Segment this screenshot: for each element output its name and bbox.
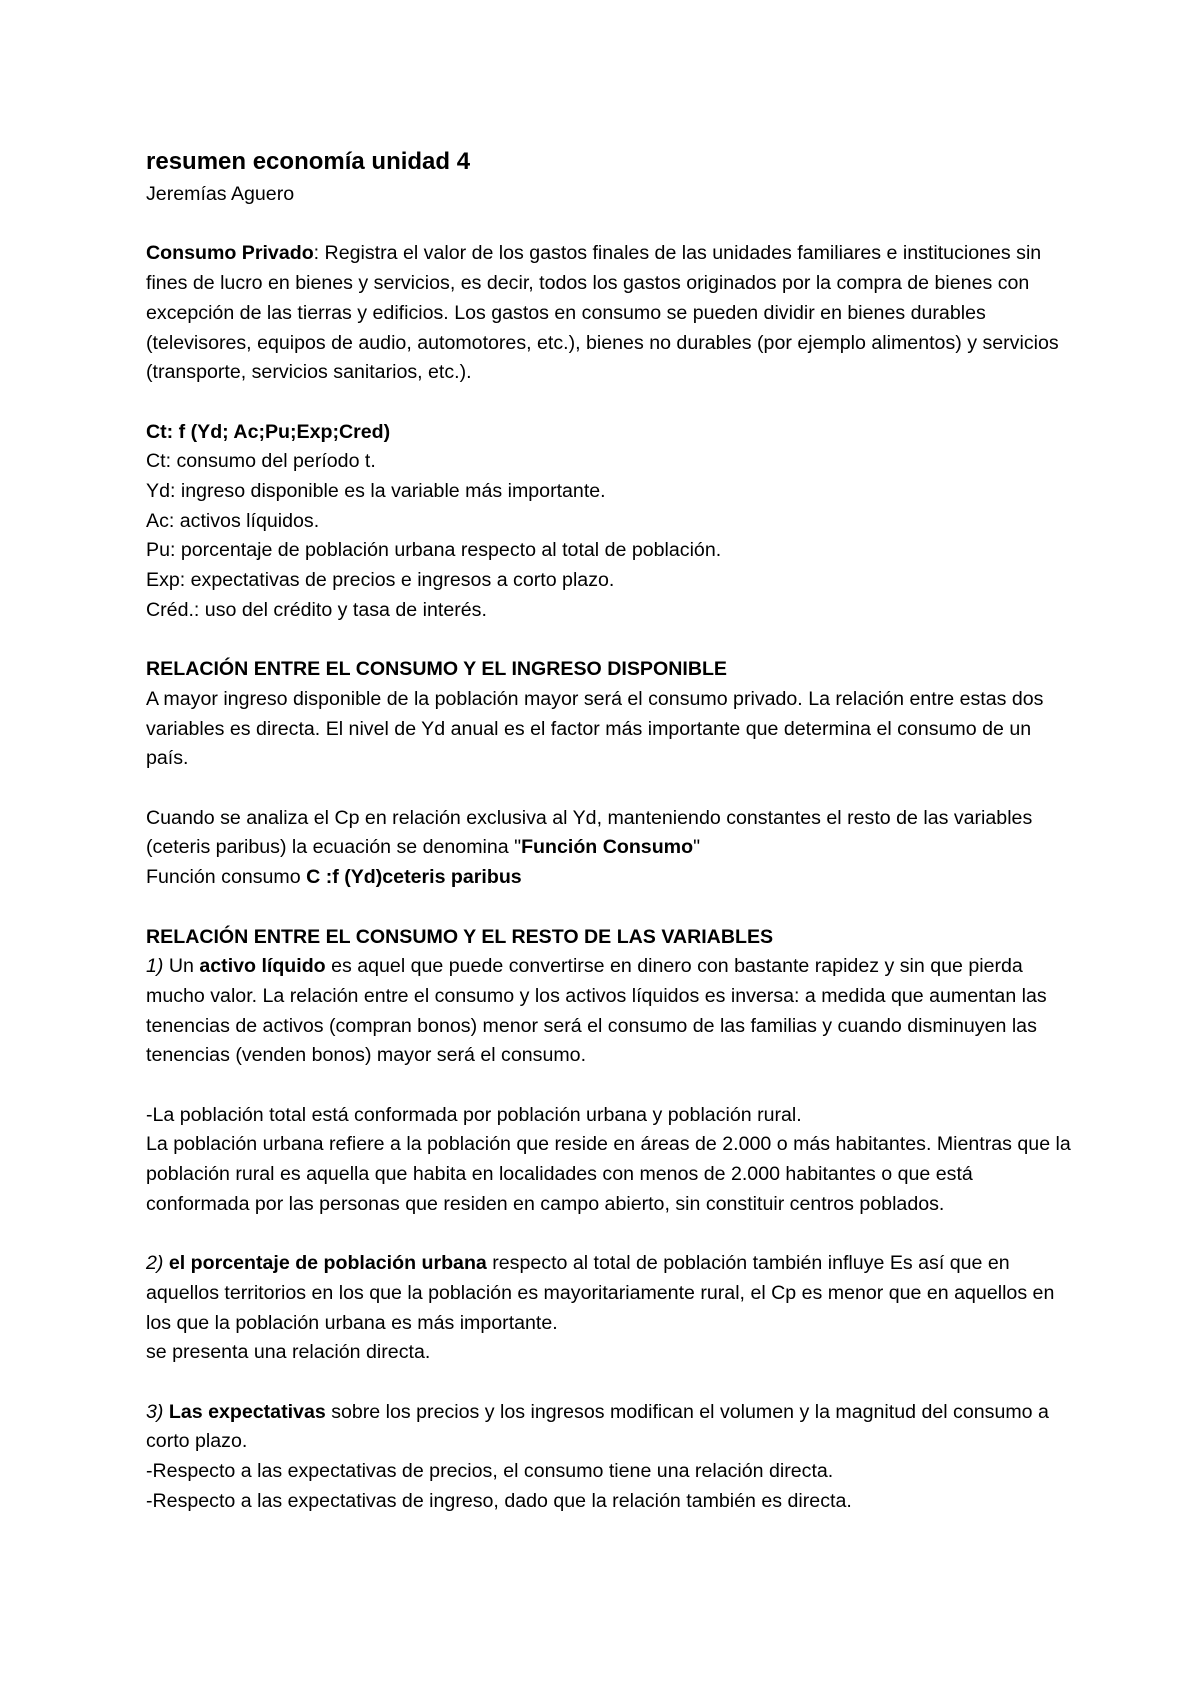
formula-line: Ct: consumo del período t. [146, 450, 376, 473]
document-title: resumen economía unidad 4 [146, 148, 471, 175]
section-heading-resto-variables: RELACIÓN ENTRE EL CONSUMO Y EL RESTO DE LAS VARIABLES [146, 925, 774, 948]
item-2-term: el porcentaje de población urbana [168, 1252, 487, 1275]
function-line [146, 863, 1076, 893]
item-2 [146, 1249, 1076, 1338]
item-3 [146, 1398, 1076, 1457]
intro-text: : Registra el valor de los gastos finales de las unidades familiares e instituciones sin fines de lucro en bienes y servicios, es decir, todos los gastos originados por la compra de bienes con excepción de las tierras y edificios. Los gastos en consumo se pueden dividir en bienes durables (televisores, equipos de audio, automotores, etc.), bienes no durables (por ejemplo alimentos) y servicios (transporte, servicios sanitarios, etc.). [146, 242, 1059, 384]
formula-line: Créd.: uso del crédito y tasa de interés. [146, 598, 487, 621]
item-2-line: se presenta una relación directa. [146, 1341, 431, 1364]
item-3-line: -Respecto a las expectativas de precios, el consumo tiene una relación directa. [146, 1460, 834, 1483]
item-1-text: es aquel que puede convertirse en dinero con bastante rapidez y sin que pierda mucho valor. La relación entre el consumo y los activos líquidos es inversa: a medida que aumentan las tenencias de activos (compran bonos) menor será el consumo de las familias y cuando disminuyen las tenencias (venden bonos) mayor será el consumo. [146, 955, 1047, 1067]
item-2-number: 2) [146, 1252, 164, 1275]
item-1 [146, 952, 1076, 1071]
section1-paragraph: A mayor ingreso disponible de la población mayor será el consumo privado. La relación entre estas dos variables es directa. El nivel de Yd anual es el factor más importante que determina el consumo de un país. [146, 687, 1044, 770]
function-formula: C :f (Yd)ceteris paribus [306, 866, 522, 889]
item-3-line: -Respecto a las expectativas de ingreso, dado que la relación también es directa. [146, 1489, 852, 1512]
document-author: Jeremías Aguero [146, 183, 295, 205]
formula-line: Ac: activos líquidos. [146, 509, 320, 532]
item-1-pre: Un [163, 955, 200, 978]
intro-term: Consumo Privado [146, 242, 314, 265]
item-3-term: Las expectativas [168, 1400, 326, 1423]
para2-text: Cuando se analiza el Cp en relación exclusiva al Yd, manteniendo constantes el resto de las variables (ceteris paribus) la ecuación se denomina " [146, 806, 1033, 859]
item-2-text: respecto al total de población también influye Es así que en aquellos territorios en los que la población es mayoritariamente rural, el Cp es menor que en aquellos en los que la población urbana es más importante. [146, 1252, 1055, 1334]
formula-line: Pu: porcentaje de población urbana respecto al total de población. [146, 539, 722, 562]
formula-heading: Ct: f (Yd; Ac;Pu;Exp;Cred) [146, 420, 391, 443]
population-line: La población urbana refiere a la población que reside en áreas de 2.000 o más habitantes. Mientras que la población rural es aquella que habita en localidades con menos de 2.000 habitantes o que está conformada por las personas que residen en campo abierto, sin constituir centros poblados. [146, 1133, 1071, 1215]
formula-line: Yd: ingreso disponible es la variable más importante. [146, 480, 606, 502]
function-label: Función consumo [146, 866, 307, 889]
population-line: -La población total está conformada por población urbana y población rural. [146, 1103, 802, 1126]
document-body [146, 144, 1076, 1517]
para2-bold: Función Consumo [521, 836, 694, 859]
item-3-number: 3) [146, 1400, 164, 1423]
item-1-number: 1) [146, 955, 164, 978]
intro-paragraph [146, 239, 1076, 388]
item-3-text: sobre los precios y los ingresos modifican el volumen y la magnitud del consumo a corto plazo. [146, 1400, 1049, 1453]
section1-paragraph-2 [146, 804, 1076, 863]
para2-end: " [693, 836, 701, 859]
item-1-term: activo líquido [199, 955, 326, 978]
formula-line: Exp: expectativas de precios e ingresos a corto plazo. [146, 569, 615, 592]
section-heading-consumo-ingreso: RELACIÓN ENTRE EL CONSUMO Y EL INGRESO DISPONIBLE [146, 658, 728, 681]
